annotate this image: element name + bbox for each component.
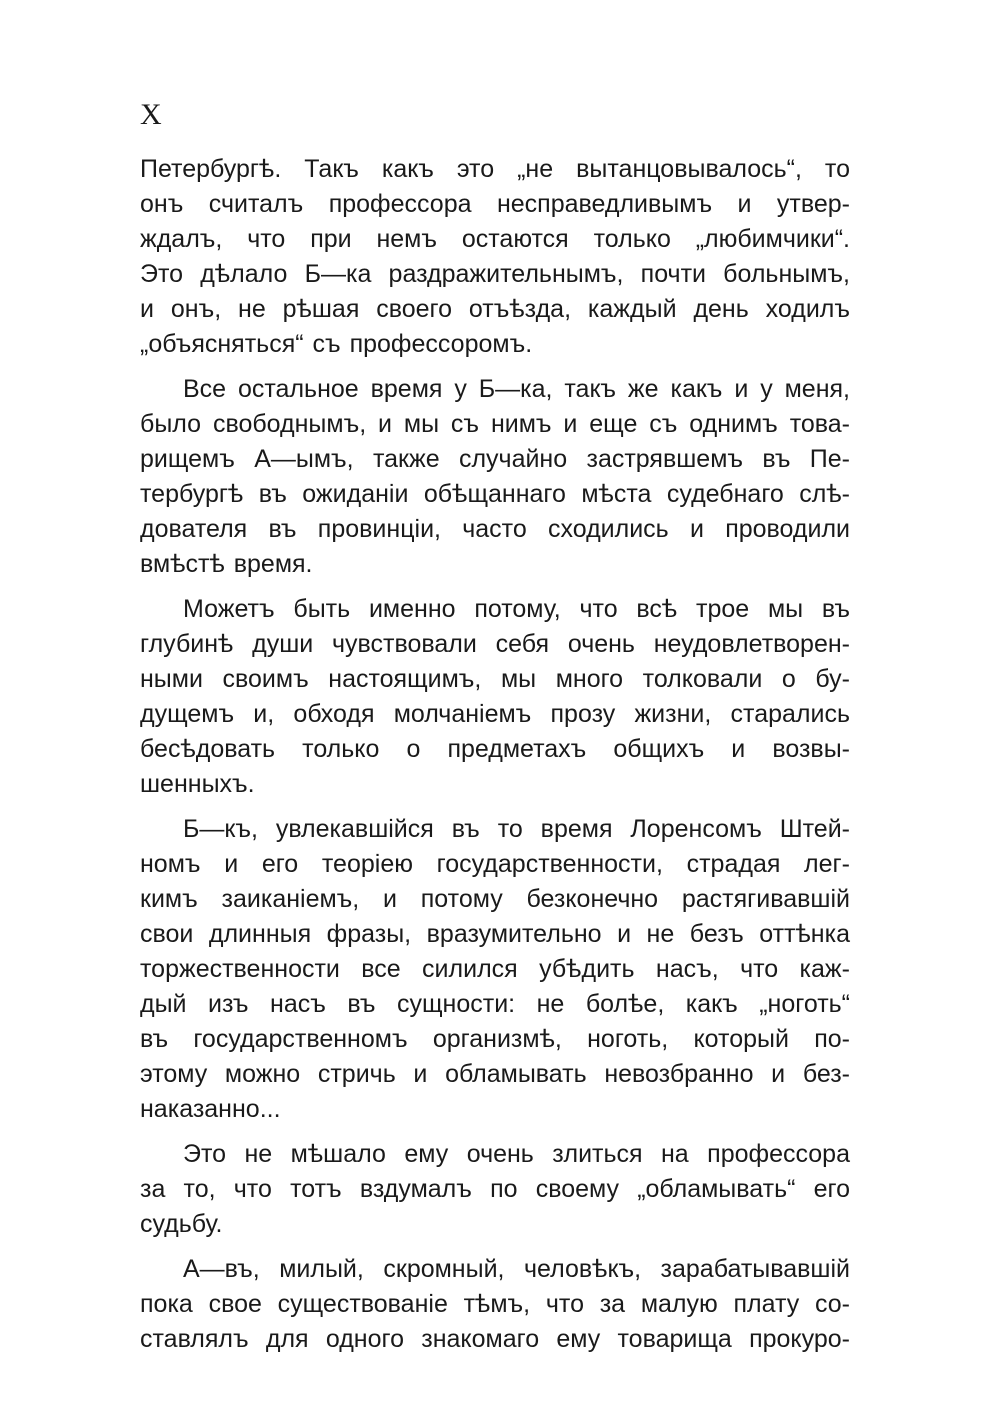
text-line: пока свое существованіе тѣмъ, что за малую плату со- [140,1290,850,1318]
paragraph-3 [140,592,850,802]
text-line: глубинѣ души чувствовали себя очень неудовлетворен- [140,630,850,658]
text-line: Все остальное время у Б—ка, такъ же какъ и у меня, [183,375,850,403]
text-line: Можетъ быть именно потому, что всѣ трое мы въ [183,595,850,623]
text-line: и онъ, не рѣшая своего отъѣзда, каждый день ходилъ [140,295,850,323]
text-line: рищемъ А—ымъ, также случайно застрявшемъ въ Пе- [140,445,850,473]
text-line: тербургѣ въ ожиданіи обѣщаннаго мѣста судебнаго слѣ- [140,480,850,508]
text-line: торжественности все силился убѣдить насъ, что каж- [140,955,850,983]
text-line: А—въ, милый, скромный, человѣкъ, зарабатывавшій [183,1255,850,1283]
page-number: X [140,98,163,131]
text-line: Это дѣлало Б—ка раздражительнымъ, почти больнымъ, [140,260,850,288]
text-line: Б—къ, увлекавшійся въ то время Лоренсомъ Штей- [183,815,850,843]
text-line: свои длинныя фразы, вразумительно и не безъ оттѣнка [140,920,850,948]
paragraph-5 [140,1137,850,1242]
text-line: кимъ заиканіемъ, и потому безконечно растягивавшій [140,885,850,913]
text-line: „объясняться“ съ профессоромъ. [140,330,533,358]
text-line: дователя въ провинціи, часто сходились и проводили [140,515,850,543]
text-line: этому можно стричь и обламывать невозбранно и без- [140,1060,850,1088]
paragraph-1 [140,152,850,362]
paragraph-2 [140,372,850,582]
paragraph-4 [140,812,850,1127]
paragraph-6 [140,1252,850,1357]
text-line: дущемъ и, обходя молчаніемъ прозу жизни, старались [140,700,850,728]
text-line: было свободнымъ, и мы съ нимъ и еще съ однимъ това- [140,410,850,438]
text-line: онъ считалъ профессора несправедливымъ и утвер- [140,190,850,218]
text-line: ждалъ, что при немъ остаются только „любимчики“. [140,225,850,253]
text-line: номъ и его теоріею государственности, страдая лег- [140,850,850,878]
text-line: за то, что тотъ вздумалъ по своему „обламывать“ его [140,1175,850,1203]
text-line: бесѣдовать только о предметахъ общихъ и возвы- [140,735,850,763]
text-line: шенныхъ. [140,770,255,798]
text-line: вмѣстѣ время. [140,550,313,578]
text-line: ставлялъ для одного знакомаго ему товарища прокуро- [140,1325,850,1353]
text-line: наказанно... [140,1095,281,1123]
text-line: судьбу. [140,1210,223,1238]
text-line: Это не мѣшало ему очень злиться на профессора [183,1140,850,1168]
text-line: въ государственномъ организмѣ, ноготь, который по- [140,1025,850,1053]
body-text [140,152,850,1367]
text-line: ными своимъ настоящимъ, мы много толковали о бу- [140,665,850,693]
text-line: Петербургѣ. Такъ какъ это „не вытанцовывалось“, то [140,155,850,183]
text-line: дый изъ насъ въ сущности: не болѣе, какъ „ноготь“ [140,990,850,1018]
